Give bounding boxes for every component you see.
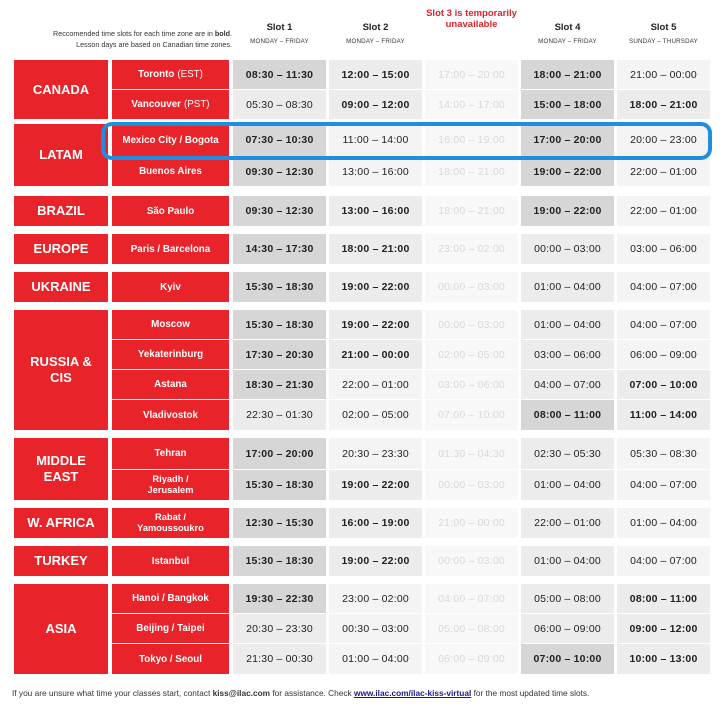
slot-2-time: 13:00 – 16:00 <box>329 196 422 226</box>
city-name: Yekaterinburg <box>137 349 204 360</box>
slot-4-header: Slot 4 MONDAY – FRIDAY <box>538 22 597 45</box>
region-2: LATAM <box>14 124 108 186</box>
slot-4-time: 07:00 – 10:00 <box>521 644 614 674</box>
slot-4-time: 05:00 – 08:00 <box>521 584 614 613</box>
slot-3-time: 23:00 – 02:00 <box>425 234 518 264</box>
slot-5-time: 06:00 – 09:00 <box>617 340 710 369</box>
city-label <box>112 546 229 576</box>
slot-1-time: 18:30 – 21:30 <box>233 370 326 399</box>
slot-2-time: 11:00 – 14:00 <box>329 124 422 156</box>
city-timezone: (PST) <box>183 99 210 110</box>
slot-1-time: 19:30 – 22:30 <box>233 584 326 613</box>
slot-2-time: 19:00 – 22:00 <box>329 310 422 339</box>
slot-5-time: 08:00 – 11:00 <box>617 584 710 613</box>
slot-2-time: 20:30 – 23:30 <box>329 438 422 469</box>
slot-4-time: 01:00 – 04:00 <box>521 272 614 302</box>
slot-1-time: 20:30 – 23:30 <box>233 614 326 643</box>
city-label <box>112 400 229 430</box>
city-name: Rabat / Yamoussoukro <box>137 512 204 533</box>
slot-3-time: 05:00 – 08:00 <box>425 614 518 643</box>
slot-4-time: 19:00 – 22:00 <box>521 196 614 226</box>
slot-3-time: 17:00 – 20:00 <box>425 60 518 89</box>
slot-5-header: Slot 5 SUNDAY – THURSDAY <box>629 22 698 45</box>
slot-1-time: 14:30 – 17:30 <box>233 234 326 264</box>
city-label <box>112 438 229 469</box>
slot-5-time: 22:00 – 01:00 <box>617 157 710 186</box>
region-4: EUROPE <box>14 234 108 264</box>
city-name: Paris / Barcelona <box>130 243 211 255</box>
region-9: TURKEY <box>14 546 108 576</box>
city-name: Vladivostok <box>143 409 198 421</box>
slot-5-time: 20:00 – 23:00 <box>617 124 710 156</box>
city-name: Moscow <box>151 319 190 330</box>
city-label <box>112 340 229 369</box>
slot-4-time: 02:30 – 05:30 <box>521 438 614 469</box>
city-name: Riyadh / Jerusalem <box>147 474 194 495</box>
slot-3-time: 18:00 – 21:00 <box>425 196 518 226</box>
slot-2-time: 19:00 – 22:00 <box>329 470 422 500</box>
slot-2-time: 12:00 – 15:00 <box>329 60 422 89</box>
slot-4-time: 15:00 – 18:00 <box>521 90 614 119</box>
slot-4-time: 03:00 – 06:00 <box>521 340 614 369</box>
slot-5-time: 01:00 – 04:00 <box>617 508 710 538</box>
slot-4-time: 04:00 – 07:00 <box>521 370 614 399</box>
slot-5-time: 07:00 – 10:00 <box>617 370 710 399</box>
region-7: MIDDLE EAST <box>14 438 108 500</box>
slot-2-time: 13:00 – 16:00 <box>329 157 422 186</box>
city-name: São Paulo <box>146 205 195 217</box>
slot-2-header: Slot 2 MONDAY – FRIDAY <box>346 22 405 45</box>
city-label <box>112 60 229 89</box>
slot-5-time: 05:30 – 08:30 <box>617 438 710 469</box>
slot-4-time: 08:00 – 11:00 <box>521 400 614 430</box>
slot-1-time: 09:30 – 12:30 <box>233 196 326 226</box>
slot-2-time: 21:00 – 00:00 <box>329 340 422 369</box>
slot-1-time: 22:30 – 01:30 <box>233 400 326 430</box>
slot-4-time: 01:00 – 04:00 <box>521 310 614 339</box>
slot-5-time: 21:00 – 00:00 <box>617 60 710 89</box>
city-name: Kyiv <box>160 281 181 293</box>
slot-4-time: 06:00 – 09:00 <box>521 614 614 643</box>
slot-5-time: 18:00 – 21:00 <box>617 90 710 119</box>
slot-1-time: 15:30 – 18:30 <box>233 470 326 500</box>
slot-3-time: 01:30 – 04:30 <box>425 438 518 469</box>
city-label <box>112 310 229 339</box>
city-label <box>112 157 229 186</box>
slot-5-time: 04:00 – 07:00 <box>617 272 710 302</box>
slot-3-time: 04:00 – 07:00 <box>425 584 518 613</box>
slot-3-header: Slot 3 is temporarily unavailable <box>426 8 517 30</box>
slot-3-time: 00:00 – 03:00 <box>425 272 518 302</box>
city-timezone: (EST) <box>177 69 203 80</box>
slot-2-time: 19:00 – 22:00 <box>329 546 422 576</box>
region-10: ASIA <box>14 584 108 674</box>
slot-5-time: 11:00 – 14:00 <box>617 400 710 430</box>
slot-4-time: 22:00 – 01:00 <box>521 508 614 538</box>
slot-3-time: 18:00 – 21:00 <box>425 157 518 186</box>
city-name: Vancouver <box>131 99 181 110</box>
slot-2-time: 01:00 – 04:00 <box>329 644 422 674</box>
slot-1-time: 21:30 – 00:30 <box>233 644 326 674</box>
city-label <box>112 234 229 264</box>
city-label <box>112 584 229 613</box>
slot-1-time: 08:30 – 11:30 <box>233 60 326 89</box>
slot-3-time: 14:00 – 17:00 <box>425 90 518 119</box>
region-1: CANADA <box>14 60 108 119</box>
slot-3-time: 03:00 – 06:00 <box>425 370 518 399</box>
contact-email-link[interactable]: kiss@ilac.com <box>212 688 271 698</box>
kiss-virtual-link[interactable]: www.ilac.com/ilac-kiss-virtual <box>354 688 472 698</box>
slot-3-time: 07:00 – 10:00 <box>425 400 518 430</box>
slot-3-time: 00:00 – 03:00 <box>425 470 518 500</box>
slot-4-time: 18:00 – 21:00 <box>521 60 614 89</box>
slot-1-time: 15:30 – 18:30 <box>233 272 326 302</box>
slot-1-time: 17:00 – 20:00 <box>233 438 326 469</box>
region-3: BRAZIL <box>14 196 108 226</box>
slot-2-time: 18:00 – 21:00 <box>329 234 422 264</box>
city-name: Tehran <box>154 448 187 459</box>
slot-5-time: 22:00 – 01:00 <box>617 196 710 226</box>
city-name: Hanoi / Bangkok <box>132 593 209 604</box>
slot-5-time: 09:00 – 12:00 <box>617 614 710 643</box>
city-name: Toronto <box>138 69 175 80</box>
legend-note: Reccomended time slots for each time zone are in bold. Lesson days are based on Canadian time zones. <box>53 29 232 49</box>
slot-4-time: 00:00 – 03:00 <box>521 234 614 264</box>
slot-2-time: 22:00 – 01:00 <box>329 370 422 399</box>
slot-3-time: 21:00 – 00:00 <box>425 508 518 538</box>
slot-4-time: 19:00 – 22:00 <box>521 157 614 186</box>
city-name: Mexico City / Bogota <box>122 134 219 146</box>
slot-1-time: 07:30 – 10:30 <box>233 124 326 156</box>
slot-2-time: 02:00 – 05:00 <box>329 400 422 430</box>
slot-4-time: 01:00 – 04:00 <box>521 470 614 500</box>
city-label <box>112 470 229 500</box>
region-6: RUSSIA & CIS <box>14 310 108 430</box>
slot-5-time: 04:00 – 07:00 <box>617 470 710 500</box>
city-label <box>112 272 229 302</box>
slot-2-time: 23:00 – 02:00 <box>329 584 422 613</box>
slot-5-time: 04:00 – 07:00 <box>617 310 710 339</box>
slot-2-time: 09:00 – 12:00 <box>329 90 422 119</box>
slot-3-time: 02:00 – 05:00 <box>425 340 518 369</box>
slot-1-time: 15:30 – 18:30 <box>233 310 326 339</box>
slot-3-time: 00:00 – 03:00 <box>425 546 518 576</box>
slot-5-time: 10:00 – 13:00 <box>617 644 710 674</box>
slot-4-time: 01:00 – 04:00 <box>521 546 614 576</box>
slot-3-time: 00:00 – 03:00 <box>425 310 518 339</box>
slot-1-time: 12:30 – 15:30 <box>233 508 326 538</box>
slot-2-time: 00:30 – 03:00 <box>329 614 422 643</box>
slot-1-time: 15:30 – 18:30 <box>233 546 326 576</box>
city-label <box>112 196 229 226</box>
region-5: UKRAINE <box>14 272 108 302</box>
slot-5-time: 03:00 – 06:00 <box>617 234 710 264</box>
city-name: Astana <box>154 379 187 390</box>
slot-2-time: 16:00 – 19:00 <box>329 508 422 538</box>
slot-1-header: Slot 1 MONDAY – FRIDAY <box>250 22 309 45</box>
city-name: Buenos Aires <box>139 166 202 177</box>
slot-3-time: 06:00 – 09:00 <box>425 644 518 674</box>
row-highlight-outline <box>101 122 712 160</box>
region-8: W. AFRICA <box>14 508 108 538</box>
slot-4-time: 17:00 – 20:00 <box>521 124 614 156</box>
city-label <box>112 90 229 119</box>
city-name: Istanbul <box>151 555 190 567</box>
city-label <box>112 614 229 643</box>
city-label <box>112 508 229 538</box>
slot-2-time: 19:00 – 22:00 <box>329 272 422 302</box>
city-label <box>112 644 229 674</box>
city-name: Beijing / Taipei <box>136 623 205 634</box>
footer-note: If you are unsure what time your classes start, contact kiss@ilac.com for assistance. Check www.ilac.com/ilac-kiss-virtual for the most updated time slots. <box>12 688 590 698</box>
slot-1-time: 09:30 – 12:30 <box>233 157 326 186</box>
slot-1-time: 05:30 – 08:30 <box>233 90 326 119</box>
slot-5-time: 04:00 – 07:00 <box>617 546 710 576</box>
slot-1-time: 17:30 – 20:30 <box>233 340 326 369</box>
city-name: Tokyo / Seoul <box>139 653 202 665</box>
city-label <box>112 370 229 399</box>
slot-3-time: 16:00 – 19:00 <box>425 124 518 156</box>
